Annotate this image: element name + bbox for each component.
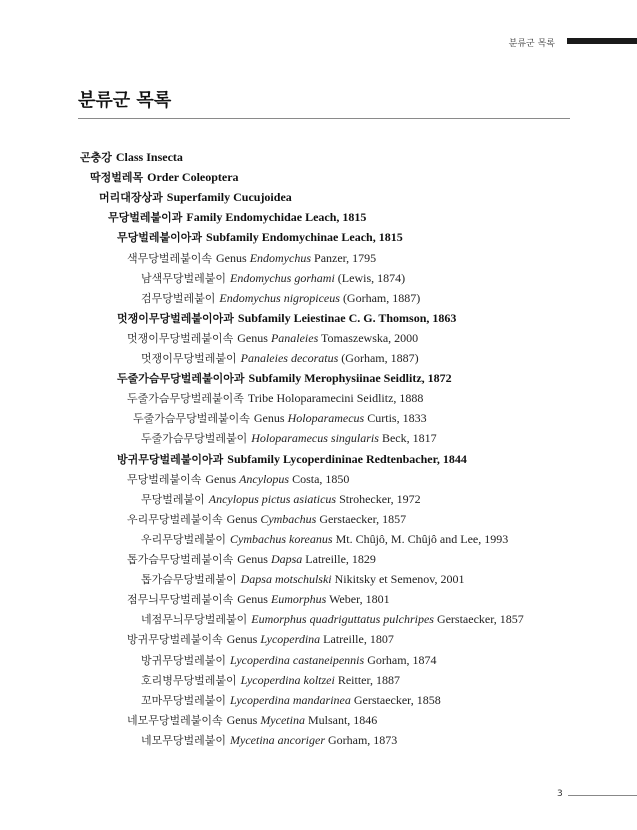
taxon-scientific-name: Mycetina ancoriger: [230, 732, 325, 747]
taxon-name-text: Latreille, 1829: [302, 552, 376, 566]
taxon-korean-name: 우리무당벌레붙이: [141, 532, 227, 546]
taxon-name-text: Gerstaecker, 1857: [433, 612, 524, 627]
taxon-name-text: Nikitsky et Semenov, 2001: [331, 572, 465, 587]
taxon-korean-name: 두줄가슴무당벌레붙이: [141, 432, 248, 446]
taxon-name-text: Family Endomychidae Leach, 1815: [186, 210, 367, 225]
taxon-name-text: (Gorham, 1887): [339, 290, 421, 305]
taxon-row: [80, 147, 183, 167]
taxon-row: [141, 569, 465, 589]
taxon-korean-name: 무당벌레붙이: [141, 492, 205, 506]
taxon-scientific-name: Mycetina: [260, 712, 305, 727]
taxon-korean-name: 멋쟁이무당벌레붙이: [141, 352, 237, 365]
taxon-scientific-name: Endomychus: [249, 250, 312, 265]
taxon-name-text: Tribe Holoparamecini Seidlitz, 1888: [247, 391, 424, 406]
taxon-name-text: Panzer, 1795: [311, 250, 377, 265]
taxon-row: [117, 308, 456, 328]
taxon-name-text: Gerstaecker, 1857: [316, 511, 407, 526]
taxon-scientific-name: Eumorphus quadriguttatus pulchripes: [251, 612, 434, 627]
taxon-korean-name: 점무늬무당벌레붙이속: [127, 593, 234, 607]
taxon-row: [127, 509, 406, 529]
taxon-korean-name: 방귀무당벌레붙이속: [127, 633, 223, 647]
taxon-name-text: Order Coleoptera: [147, 170, 239, 185]
taxon-name-text: Mt. Chûjô, M. Chûjô and Lee, 1993: [332, 531, 509, 546]
taxon-korean-name: 방귀무당벌레붙이: [141, 653, 227, 667]
taxon-korean-name: 네모무당벌레붙이: [141, 733, 227, 747]
taxon-name-text: Subfamily Leiestinae C. G. Thomson, 1863: [237, 310, 457, 325]
taxon-korean-name: 네점무늬무당벌레붙이: [141, 613, 248, 627]
taxon-name-text: Genus: [237, 330, 271, 345]
taxon-korean-name: 멋쟁이무당벌레붙이속: [127, 331, 234, 345]
taxon-name-text: Gerstaecker, 1858: [350, 692, 441, 707]
taxon-scientific-name: Endomychus nigropiceus: [219, 290, 340, 305]
footer-divider: [568, 795, 637, 796]
taxon-row: [117, 227, 403, 247]
taxon-korean-name: 우리무당벌레붙이속: [127, 512, 223, 526]
taxon-row: [127, 589, 390, 609]
taxon-row: [99, 187, 292, 207]
taxon-row: [141, 288, 420, 308]
taxon-korean-name: 꼬마무당벌레붙이: [141, 693, 227, 707]
taxon-row: [127, 248, 376, 268]
taxon-name-text: Mulsant, 1846: [304, 712, 378, 727]
running-header-label: 분류군 목록: [508, 39, 555, 49]
taxon-row: [127, 549, 376, 569]
taxon-name-text: Curtis, 1833: [364, 411, 427, 426]
taxon-scientific-name: Lycoperdina mandarinea: [230, 692, 351, 707]
taxon-name-text: Gorham, 1873: [324, 732, 398, 747]
taxon-name-text: Genus: [226, 511, 261, 526]
taxon-scientific-name: Lycoperdina castaneipennis: [230, 652, 365, 667]
taxon-row: [127, 629, 394, 649]
taxon-korean-name: 두줄가슴무당벌레붙이속: [133, 412, 250, 426]
taxon-scientific-name: Cymbachus koreanus: [230, 531, 333, 546]
taxon-scientific-name: Dapsa: [270, 552, 303, 566]
taxon-scientific-name: Endomychus gorhami: [230, 270, 335, 285]
taxon-scientific-name: Panaleies decoratus: [240, 351, 339, 365]
taxon-name-text: Tomaszewska, 2000: [318, 330, 419, 345]
taxon-row: [127, 710, 377, 730]
taxon-name-text: (Lewis, 1874): [334, 270, 406, 285]
taxon-row: [117, 368, 452, 388]
header-accent-bar: [567, 38, 637, 44]
taxon-korean-name: 무당벌레붙이속: [127, 472, 202, 486]
taxon-name-text: Subfamily Lycoperdininae Redtenbacher, 1844: [227, 451, 467, 466]
taxon-row: [141, 268, 405, 288]
taxon-korean-name: 두줄가슴무당벌레붙이아과: [117, 372, 245, 386]
taxon-name-text: Gorham, 1874: [364, 652, 437, 667]
taxon-row: [141, 529, 508, 549]
taxon-name-text: Reitter, 1887: [334, 672, 401, 687]
page-title: 분류군 목록: [78, 90, 172, 111]
taxon-korean-name: 딱정벌레목: [90, 171, 144, 185]
taxon-korean-name: 곤충강: [80, 151, 112, 164]
taxon-name-text: Subfamily Endomychinae Leach, 1815: [206, 230, 403, 245]
taxon-name-text: Genus: [253, 411, 288, 426]
taxon-scientific-name: Ancylopus: [239, 471, 290, 486]
taxon-name-text: Subfamily Merophysiinae Seidlitz, 1872: [248, 371, 452, 386]
taxon-korean-name: 머리대장상과: [99, 191, 163, 205]
taxon-name-text: Latreille, 1807: [320, 632, 394, 647]
taxon-korean-name: 호리병무당벌레붙이: [141, 673, 237, 687]
taxon-row: [141, 670, 400, 690]
taxon-row: [141, 730, 397, 750]
taxon-scientific-name: Eumorphus: [270, 592, 327, 607]
taxon-name-text: Genus: [226, 632, 261, 647]
taxon-korean-name: 방귀무당벌레붙이아과: [117, 452, 224, 466]
taxon-name-text: Strohecker, 1972: [336, 491, 421, 506]
taxon-name-text: Genus: [237, 552, 271, 566]
title-divider: [78, 118, 570, 119]
taxon-scientific-name: Cymbachus: [260, 511, 317, 526]
taxon-name-text: Beck, 1817: [378, 431, 437, 446]
taxon-row: [141, 650, 437, 670]
taxon-row: [133, 408, 427, 428]
taxon-korean-name: 두줄가슴무당벌레붙이족: [127, 392, 244, 406]
taxon-scientific-name: Lycoperdina: [260, 632, 321, 647]
taxon-scientific-name: Holoparamecus: [287, 411, 365, 426]
taxon-name-text: Weber, 1801: [326, 592, 390, 607]
taxon-row: [108, 207, 366, 227]
taxon-korean-name: 검무당벌레붙이: [141, 291, 216, 305]
taxon-korean-name: 톱가슴무당벌레붙이: [141, 573, 237, 587]
taxon-scientific-name: Dapsa motschulski: [240, 572, 332, 587]
taxon-korean-name: 무당벌레붙이아과: [117, 231, 203, 245]
taxon-row: [141, 609, 524, 629]
taxon-korean-name: 남색무당벌레붙이: [141, 271, 227, 285]
taxon-scientific-name: Panaleies: [270, 330, 319, 345]
taxon-name-text: Genus: [205, 471, 240, 486]
taxon-scientific-name: Holoparamecus singularis: [251, 431, 379, 446]
taxon-name-text: Class Insecta: [115, 150, 183, 164]
taxon-row: [141, 428, 437, 448]
taxon-korean-name: 톱가슴무당벌레붙이속: [127, 553, 234, 566]
taxon-row: [127, 469, 349, 489]
taxon-korean-name: 색무당벌레붙이속: [127, 251, 213, 265]
taxon-name-text: Superfamily Cucujoidea: [166, 190, 292, 205]
taxon-name-text: Costa, 1850: [289, 471, 350, 486]
taxon-row: [141, 348, 419, 368]
taxon-row: [127, 328, 418, 348]
taxon-name-text: (Gorham, 1887): [338, 351, 419, 365]
page-number: 3: [557, 789, 563, 799]
taxon-row: [127, 388, 423, 408]
taxon-row: [141, 489, 421, 509]
taxon-row: [117, 449, 467, 469]
taxon-name-text: Genus: [226, 712, 261, 727]
taxon-scientific-name: Ancylopus pictus asiaticus: [208, 491, 337, 506]
taxon-korean-name: 무당벌레붙이과: [108, 211, 183, 225]
taxon-korean-name: 멋쟁이무당벌레붙이아과: [117, 311, 234, 325]
taxon-row: [90, 167, 239, 187]
taxon-name-text: Genus: [216, 250, 250, 265]
taxon-name-text: Genus: [237, 592, 271, 607]
taxon-row: [141, 690, 441, 710]
taxon-scientific-name: Lycoperdina koltzei: [240, 672, 335, 687]
taxon-korean-name: 네모무당벌레붙이속: [127, 713, 223, 727]
